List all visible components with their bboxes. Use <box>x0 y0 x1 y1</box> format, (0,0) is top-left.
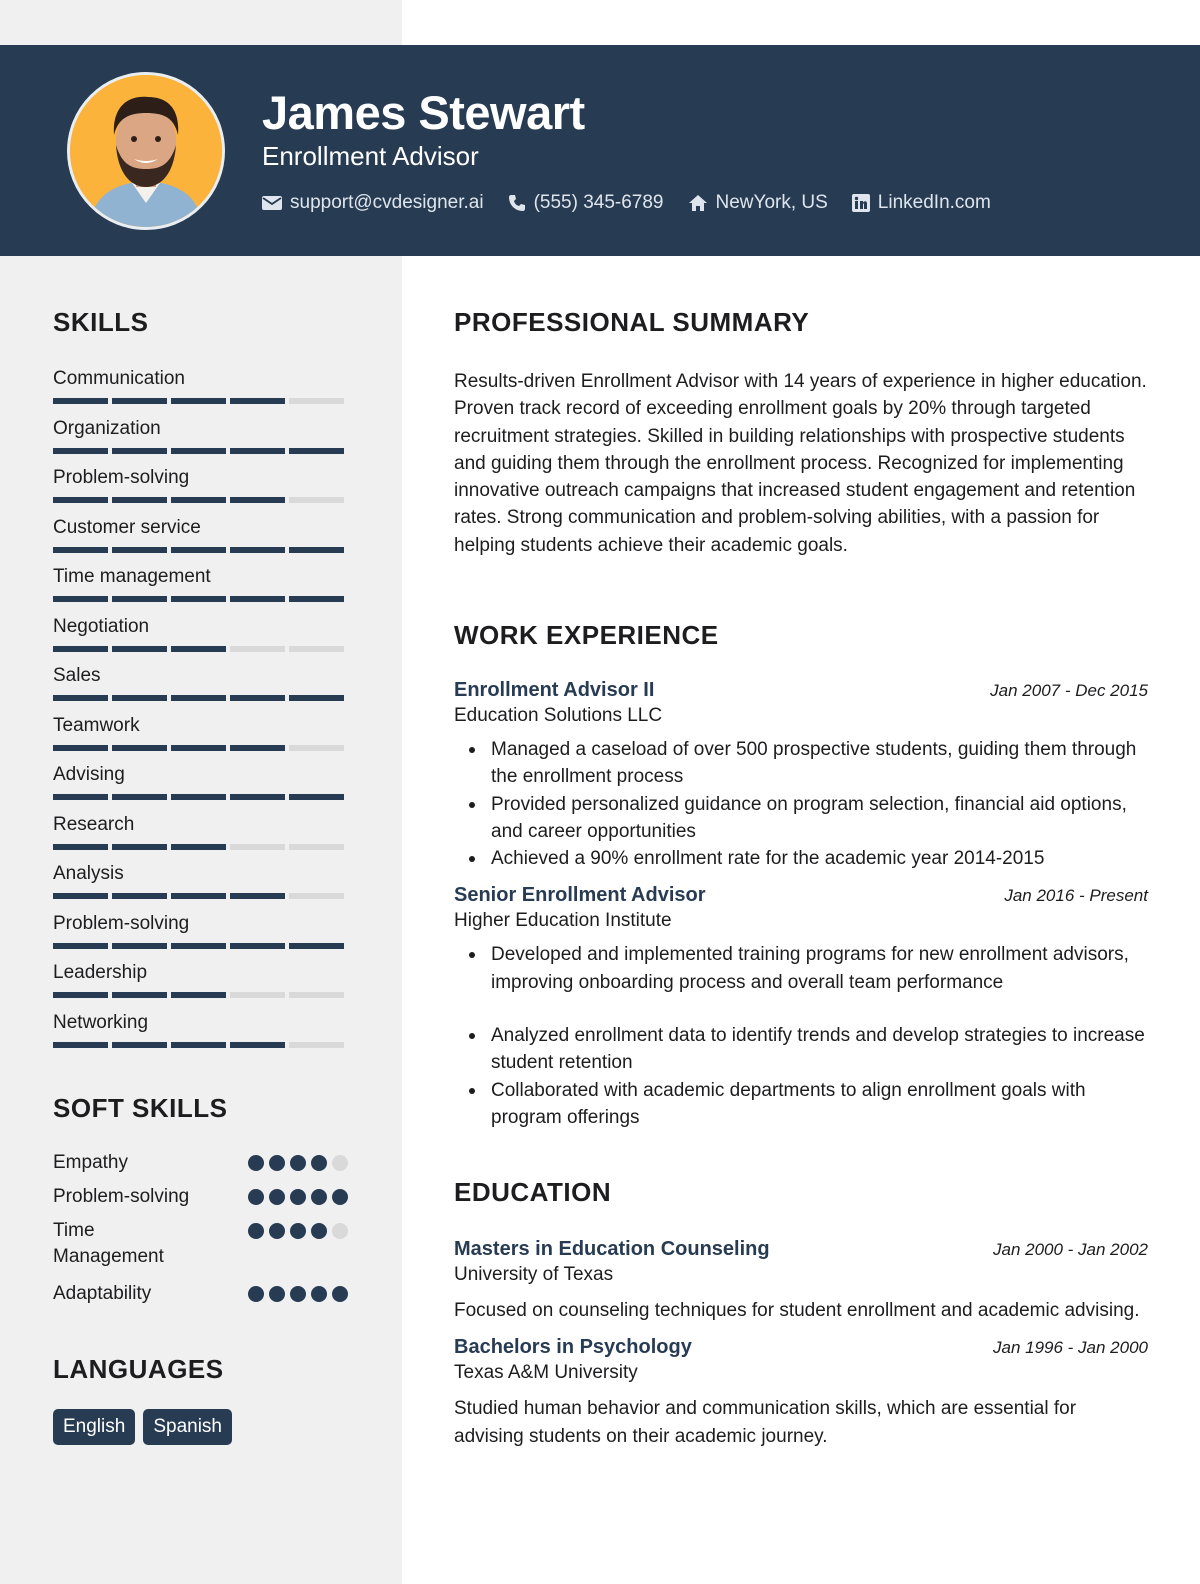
skill-name: Communication <box>53 368 185 389</box>
skill-level-segment <box>112 695 167 701</box>
skill-name: Customer service <box>53 516 201 538</box>
skill-item <box>53 812 348 862</box>
skill-level-segment <box>289 448 344 454</box>
skill-item <box>53 861 348 911</box>
skill-item <box>53 416 348 466</box>
job-entry <box>454 884 1148 1131</box>
soft-skill-rating <box>243 1155 348 1171</box>
envelope-icon <box>262 195 282 211</box>
skill-level-segment <box>230 646 285 652</box>
skills-section <box>53 307 348 1059</box>
soft-skill-name: Problem-solving <box>53 1186 190 1207</box>
soft-skill-item <box>53 1218 348 1281</box>
skill-level-bar <box>53 844 348 850</box>
language-badge: English <box>53 1409 135 1445</box>
skill-level-segment <box>53 398 108 404</box>
skill-level-bar <box>53 646 348 652</box>
soft-skill-item <box>53 1281 348 1315</box>
skill-item <box>53 614 348 664</box>
skill-level-segment <box>230 893 285 899</box>
skill-level-segment <box>230 448 285 454</box>
summary-section <box>454 307 1148 559</box>
soft-skills-list <box>53 1150 348 1315</box>
skill-name: Teamwork <box>53 714 140 736</box>
soft-skill-name: Adaptability <box>53 1283 152 1304</box>
job-bullet: Managed a caseload of over 500 prospective students, guiding them through the enrollment process <box>454 736 1148 791</box>
skill-level-bar <box>53 448 348 454</box>
education-entry <box>454 1238 1148 1324</box>
skill-level-bar <box>53 695 348 701</box>
skill-level-segment <box>171 646 226 652</box>
skill-name: Problem-solving <box>53 467 190 488</box>
skill-level-segment <box>171 448 226 454</box>
soft-skills-heading: SOFT SKILLS <box>53 1093 228 1123</box>
skill-item <box>53 663 348 713</box>
job-bullet: Collaborated with academic departments to align enrollment goals with program offerings <box>454 1077 1148 1132</box>
job-entry <box>454 679 1148 872</box>
contact-email[interactable] <box>262 192 484 214</box>
skill-level-bar <box>53 794 348 800</box>
skill-level-bar <box>53 943 348 949</box>
candidate-role: Enrollment Advisor <box>262 141 479 171</box>
contact-location-text: NewYork, US <box>715 192 828 213</box>
skill-level-segment <box>53 745 108 751</box>
skill-item <box>53 762 348 812</box>
avatar <box>67 72 225 230</box>
skill-level-segment <box>230 547 285 553</box>
skill-level-segment <box>112 943 167 949</box>
contact-phone-text: (555) 345-6789 <box>533 192 664 213</box>
rating-dot <box>332 1223 348 1239</box>
education-degree: Bachelors in Psychology <box>454 1336 692 1359</box>
skill-level-segment <box>171 1042 226 1048</box>
skill-level-bar <box>53 992 348 998</box>
rating-dot <box>269 1155 285 1171</box>
skill-name: Organization <box>53 417 161 439</box>
skill-item <box>53 911 348 961</box>
rating-dot <box>248 1286 264 1302</box>
skill-level-segment <box>53 646 108 652</box>
skill-level-segment <box>289 794 344 800</box>
education-header <box>454 1336 1148 1359</box>
skill-item <box>53 366 348 416</box>
skill-level-segment <box>53 448 108 454</box>
education-entry <box>454 1336 1148 1450</box>
rating-dot <box>311 1189 327 1205</box>
skill-level-segment <box>289 646 344 652</box>
skill-level-segment <box>171 745 226 751</box>
job-bullet: Developed and implemented training programs for new enrollment advisors, improving onboarding process and overall team performance <box>454 941 1148 996</box>
languages-list <box>53 1409 348 1445</box>
rating-dot <box>311 1223 327 1239</box>
rating-dot <box>290 1223 306 1239</box>
language-badge: Spanish <box>143 1409 232 1445</box>
job-bullet: Achieved a 90% enrollment rate for the academic year 2014-2015 <box>454 845 1148 872</box>
contact-location <box>688 192 828 214</box>
soft-skill-name: Empathy <box>53 1152 128 1173</box>
skill-level-segment <box>289 893 344 899</box>
skill-level-segment <box>53 992 108 998</box>
skill-level-segment <box>112 745 167 751</box>
job-company: Higher Education Institute <box>454 910 672 932</box>
skill-level-bar <box>53 398 348 404</box>
skill-level-segment <box>53 893 108 899</box>
skill-name: Leadership <box>53 962 148 983</box>
rating-dot <box>248 1155 264 1171</box>
contact-phone[interactable] <box>508 192 664 214</box>
skill-level-segment <box>112 992 167 998</box>
soft-skill-name: Time Management <box>53 1220 164 1267</box>
job-dates: Jan 2016 - Present <box>1004 886 1148 906</box>
skill-level-segment <box>53 497 108 503</box>
skill-level-bar <box>53 893 348 899</box>
skill-level-segment <box>171 943 226 949</box>
skill-level-segment <box>112 448 167 454</box>
job-dates: Jan 2007 - Dec 2015 <box>990 681 1148 700</box>
soft-skill-item <box>53 1184 348 1218</box>
rating-dot <box>269 1286 285 1302</box>
education-school: University of Texas <box>454 1264 614 1285</box>
skill-level-segment <box>171 497 226 503</box>
skill-level-segment <box>171 695 226 701</box>
skill-level-segment <box>230 497 285 503</box>
soft-skill-item <box>53 1150 348 1184</box>
skill-level-segment <box>230 943 285 949</box>
job-bullets <box>454 941 1148 1131</box>
skill-item <box>53 1010 348 1060</box>
skill-level-segment <box>53 943 108 949</box>
rating-dot <box>269 1189 285 1205</box>
skill-level-segment <box>289 1042 344 1048</box>
skill-level-segment <box>112 844 167 850</box>
skill-level-bar <box>53 497 348 503</box>
skill-item <box>53 960 348 1010</box>
skill-name: Sales <box>53 665 101 686</box>
skill-level-segment <box>289 497 344 503</box>
rating-dot <box>311 1286 327 1302</box>
skill-level-segment <box>171 992 226 998</box>
soft-skill-rating <box>243 1189 348 1205</box>
contact-linkedin[interactable] <box>852 192 991 214</box>
job-bullets <box>454 736 1148 872</box>
skill-level-segment <box>230 745 285 751</box>
skill-level-segment <box>289 943 344 949</box>
skill-level-segment <box>289 745 344 751</box>
languages-section <box>53 1354 348 1445</box>
skill-level-segment <box>230 794 285 800</box>
rating-dot <box>332 1286 348 1302</box>
skill-level-segment <box>289 398 344 404</box>
skill-item <box>53 713 348 763</box>
skill-level-segment <box>112 596 167 602</box>
skill-level-segment <box>112 1042 167 1048</box>
skill-level-segment <box>230 398 285 404</box>
skill-level-segment <box>53 695 108 701</box>
skill-level-segment <box>230 596 285 602</box>
experience-section <box>454 620 1148 1131</box>
rating-dot <box>290 1189 306 1205</box>
skill-level-segment <box>112 547 167 553</box>
skill-level-segment <box>171 844 226 850</box>
skill-name: Time management <box>53 566 211 587</box>
skill-level-segment <box>289 596 344 602</box>
skill-level-segment <box>171 794 226 800</box>
education-dates: Jan 2000 - Jan 2002 <box>992 1240 1148 1259</box>
rating-dot <box>311 1155 327 1171</box>
education-section <box>454 1177 1148 1450</box>
skill-item <box>53 564 348 614</box>
skill-level-segment <box>171 596 226 602</box>
education-header <box>454 1238 1148 1261</box>
contact-email-text: support@cvdesigner.ai <box>290 192 484 213</box>
skill-level-bar <box>53 547 348 553</box>
skill-level-segment <box>112 398 167 404</box>
job-header <box>454 679 1148 702</box>
linkedin-icon <box>852 194 870 212</box>
experience-heading: WORK EXPERIENCE <box>454 620 719 650</box>
skill-level-segment <box>230 1042 285 1048</box>
skills-heading: SKILLS <box>53 307 149 337</box>
home-icon <box>688 194 708 212</box>
rating-dot <box>248 1223 264 1239</box>
skill-level-segment <box>289 992 344 998</box>
education-dates: Jan 1996 - Jan 2000 <box>992 1338 1148 1358</box>
skills-list <box>53 366 348 1059</box>
skill-level-segment <box>171 893 226 899</box>
contact-bar <box>262 191 1015 215</box>
skill-level-segment <box>171 398 226 404</box>
skill-level-segment <box>53 596 108 602</box>
rating-dot <box>332 1189 348 1205</box>
rating-dot <box>248 1189 264 1205</box>
skill-level-segment <box>112 893 167 899</box>
job-title: Enrollment Advisor II <box>454 679 655 701</box>
skill-item <box>53 515 348 565</box>
job-header <box>454 884 1148 907</box>
contact-linkedin-text: LinkedIn.com <box>877 192 991 213</box>
skill-name: Research <box>53 813 135 835</box>
profile-photo-icon <box>70 75 222 227</box>
skill-level-segment <box>53 547 108 553</box>
job-title: Senior Enrollment Advisor <box>454 884 706 907</box>
skill-level-segment <box>230 695 285 701</box>
skill-level-bar <box>53 1042 348 1048</box>
rating-dot <box>290 1155 306 1171</box>
skill-level-segment <box>289 844 344 850</box>
rating-dot <box>269 1223 285 1239</box>
skill-level-segment <box>230 844 285 850</box>
soft-skills-section <box>53 1093 348 1315</box>
summary-heading: PROFESSIONAL SUMMARY <box>454 307 810 337</box>
skill-level-bar <box>53 596 348 602</box>
skill-level-segment <box>53 794 108 800</box>
rating-dot <box>290 1286 306 1302</box>
soft-skill-rating <box>243 1286 348 1302</box>
languages-heading: LANGUAGES <box>53 1354 224 1384</box>
skill-name: Analysis <box>53 863 124 884</box>
education-school: Texas A&M University <box>454 1362 638 1384</box>
skill-level-segment <box>289 695 344 701</box>
education-description: Focused on counseling techniques for student enrollment and academic advising. <box>454 1300 1140 1321</box>
skill-level-segment <box>289 547 344 553</box>
education-description: Studied human behavior and communication skills, which are essential for advising students on their academic journey. <box>454 1398 1077 1447</box>
skill-level-bar <box>53 745 348 751</box>
skill-level-segment <box>230 992 285 998</box>
skill-level-segment <box>112 646 167 652</box>
education-heading: EDUCATION <box>454 1177 612 1207</box>
skill-name: Advising <box>53 764 125 785</box>
job-bullet: Analyzed enrollment data to identify trends and develop strategies to increase student retention <box>454 1022 1148 1077</box>
skill-level-segment <box>53 1042 108 1048</box>
candidate-name: James Stewart <box>262 86 585 139</box>
job-bullet: Provided personalized guidance on program selection, financial aid options, and career opportunities <box>454 791 1148 846</box>
skill-name: Negotiation <box>53 615 150 637</box>
skill-item <box>53 465 348 515</box>
soft-skill-rating <box>243 1223 348 1239</box>
skill-name: Problem-solving <box>53 912 190 934</box>
rating-dot <box>332 1155 348 1171</box>
skill-name: Networking <box>53 1011 149 1033</box>
job-company: Education Solutions LLC <box>454 705 663 726</box>
header <box>0 45 1200 256</box>
phone-icon <box>508 194 526 212</box>
summary-text: Results-driven Enrollment Advisor with 14 years of experience in higher education. Proven track record of exceeding enrollment goals by 20% through targeted recruitment strategies. Skilled in building relationships with prospective students and guiding them through the enrollment process. Recognized for implementing innovative outreach campaigns that increased student engagement and retention rates. Strong communication and problem-solving abilities, with a passion for helping students achieve their academic goals. <box>454 371 1147 556</box>
education-degree: Masters in Education Counseling <box>454 1238 770 1260</box>
skill-level-segment <box>112 497 167 503</box>
skill-level-segment <box>171 547 226 553</box>
skill-level-segment <box>112 794 167 800</box>
skill-level-segment <box>53 844 108 850</box>
